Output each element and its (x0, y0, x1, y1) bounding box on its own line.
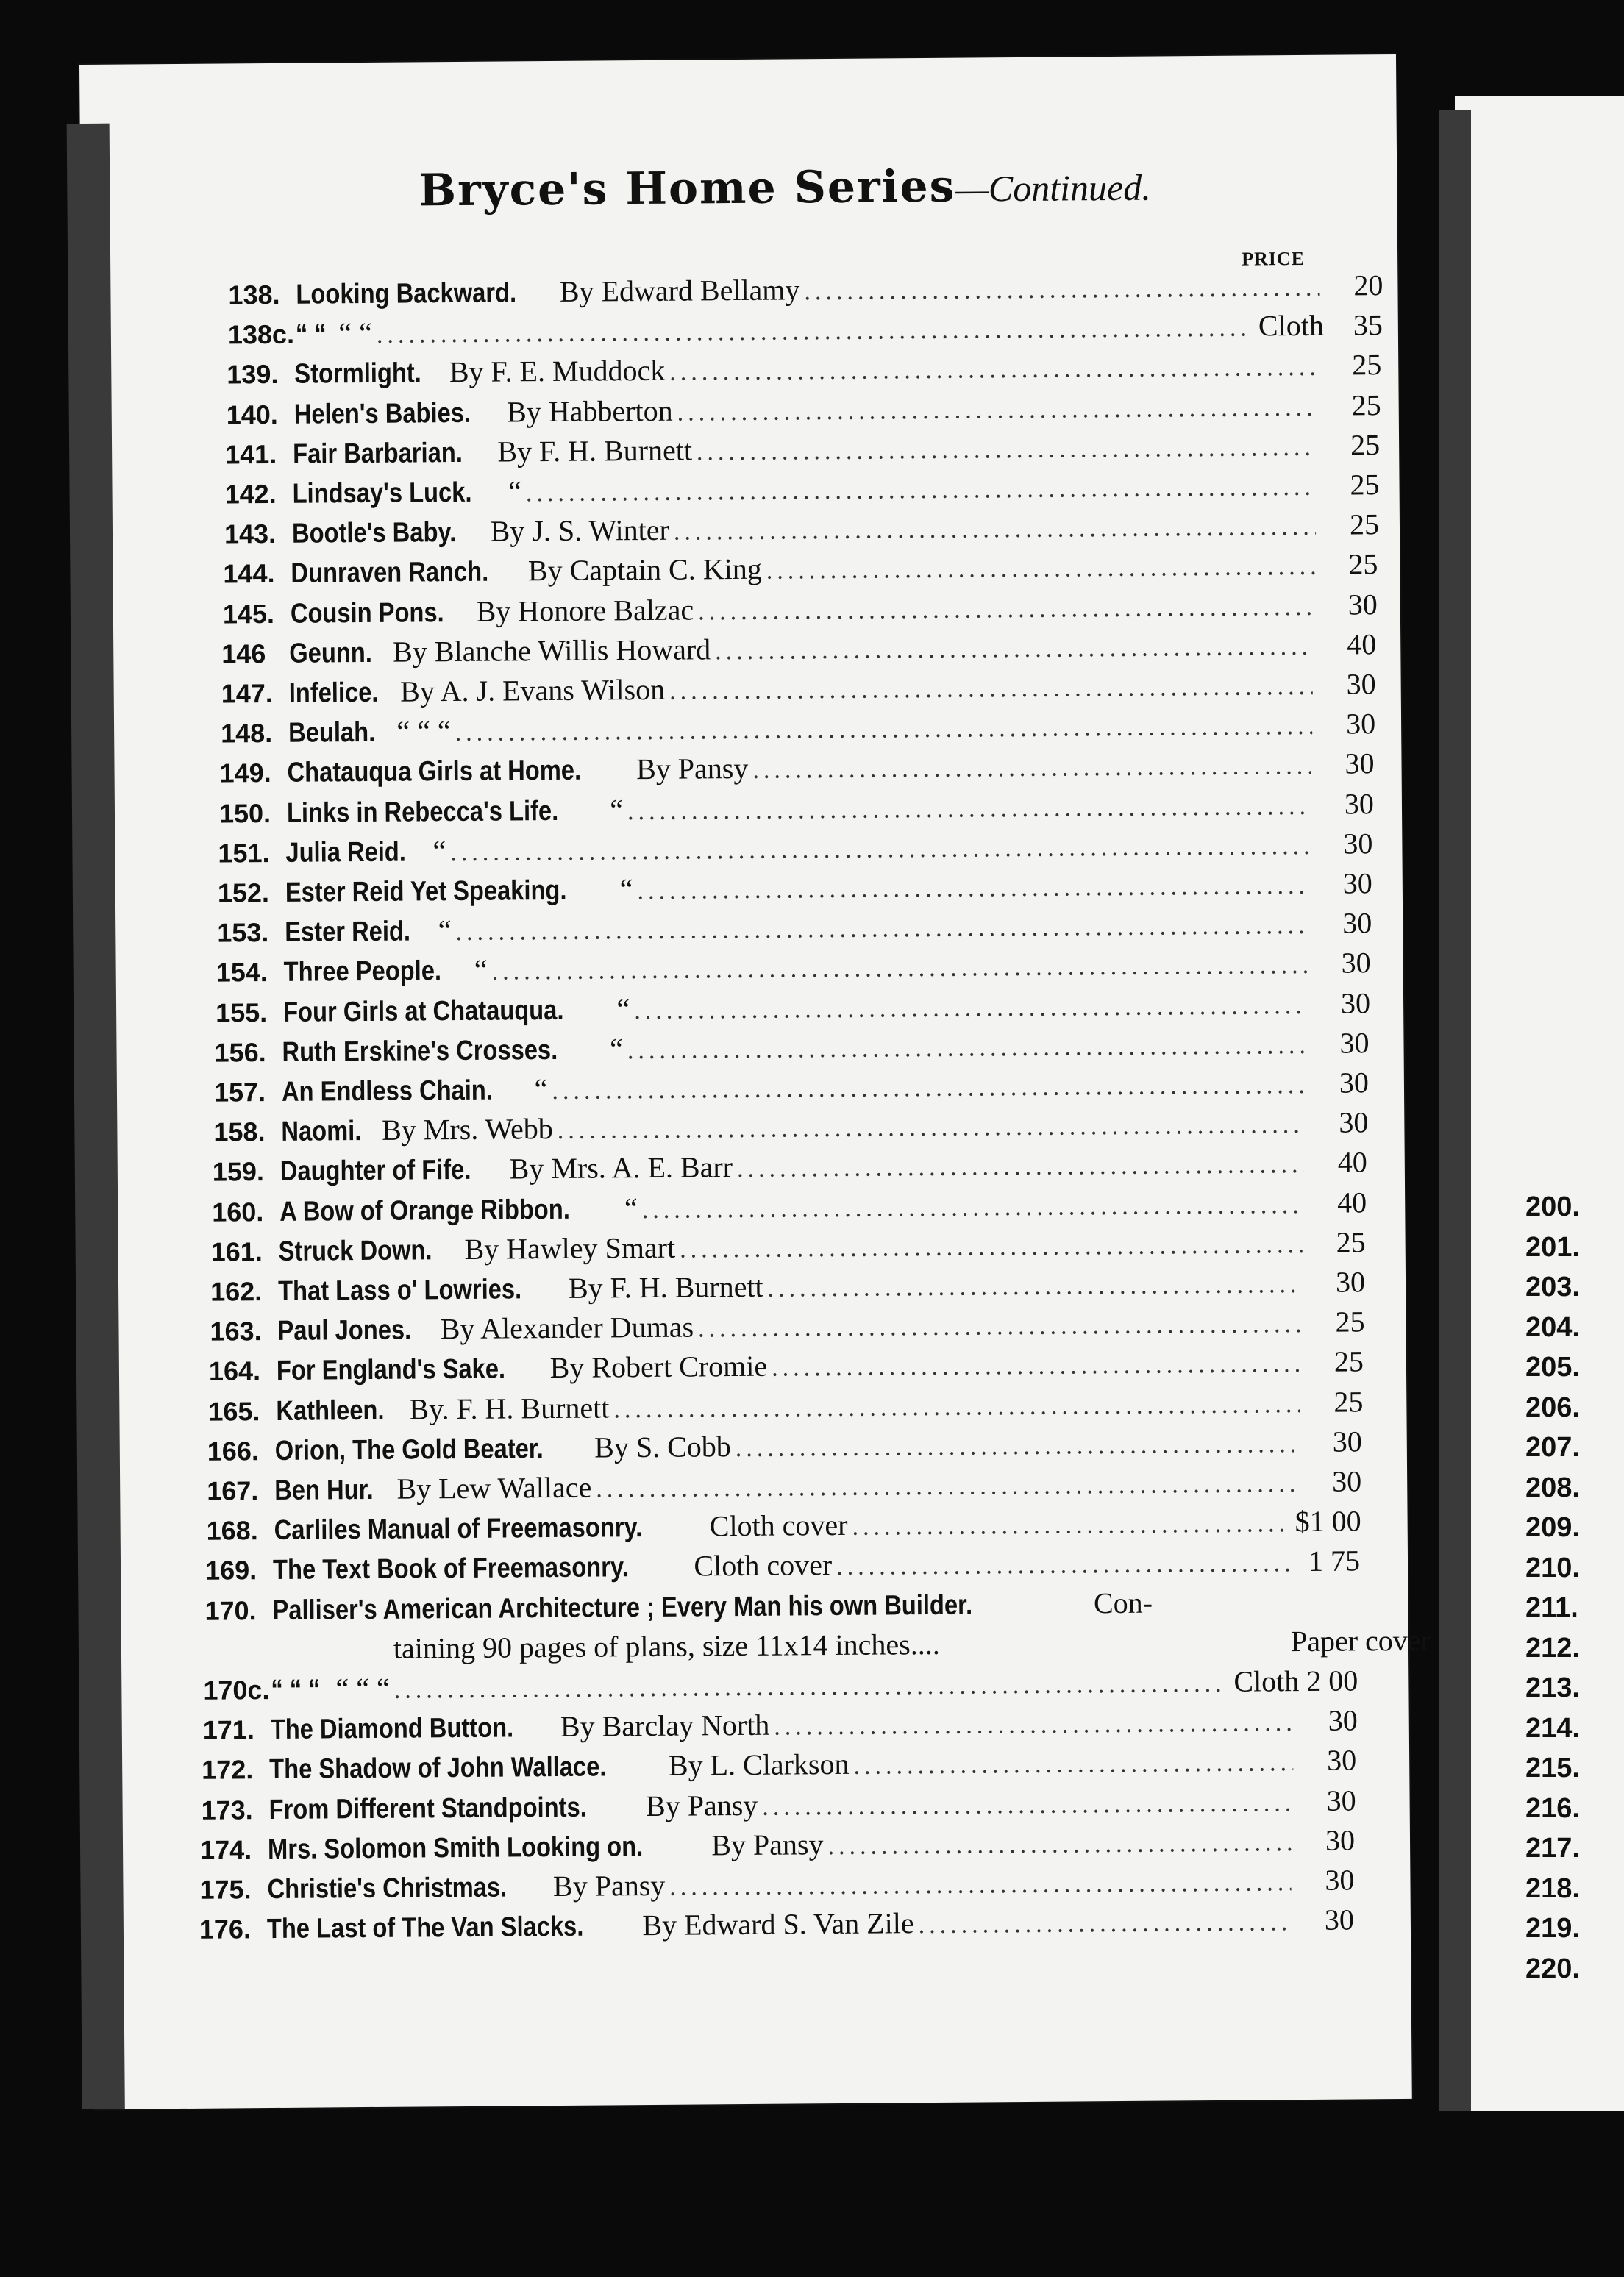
entry-author: By Edward S. Van Zile (642, 1906, 914, 1942)
entry-number: 138. (228, 279, 280, 310)
entry-number: 146 (221, 638, 266, 669)
entry-author: “ (610, 1032, 624, 1066)
dot-leader (627, 1032, 1306, 1065)
dot-leader (766, 553, 1315, 585)
entry-number: 147. (221, 677, 273, 709)
entry-author: By Captain C. King (527, 552, 762, 588)
entry-title: Ruth Erskine's Crosses. (282, 1034, 558, 1068)
entry-title: From Different Standpoints. (268, 1792, 587, 1825)
right-page-number: 213. (1525, 1672, 1580, 1703)
entry-title: Geunn. (289, 637, 373, 669)
entry-title: Carliles Manual of Freemasonry. (274, 1512, 643, 1547)
right-page-number: 214. (1525, 1712, 1580, 1744)
entry-number: 163. (210, 1316, 262, 1347)
dot-leader (596, 1470, 1298, 1503)
entry-price: 30 (1332, 1464, 1362, 1498)
right-page-number: 203. (1525, 1272, 1580, 1303)
entry-number: 170c. (203, 1675, 270, 1706)
entry-title: Struck Down. (278, 1235, 432, 1267)
entry-price: 25 (1349, 507, 1380, 541)
entry-number: 171. (202, 1714, 255, 1745)
dot-leader (450, 833, 1309, 867)
right-page-number: 209. (1525, 1512, 1580, 1543)
entry-number: 150. (218, 797, 271, 829)
entry-number: 166. (207, 1435, 260, 1467)
catalog-entry (199, 1903, 1354, 1951)
dot-leader (698, 593, 1314, 626)
dot-leader (698, 1311, 1302, 1343)
entry-author: “ (508, 474, 522, 508)
right-page-number: 216. (1525, 1792, 1580, 1824)
right-page-number: 217. (1525, 1833, 1580, 1864)
entry-title: Bootle's Baby. (291, 517, 457, 549)
entry-number: 157. (213, 1077, 266, 1108)
price-column-header: PRICE (1242, 247, 1306, 270)
right-page-number: 211. (1525, 1592, 1578, 1623)
dot-leader (736, 1430, 1299, 1463)
entry-price: 30 (1345, 707, 1376, 741)
entry-price: 30 (1339, 1066, 1370, 1100)
entry-title: Fair Barbarian. (293, 437, 463, 470)
entry-author: “ (610, 792, 624, 826)
dot-leader (674, 513, 1316, 546)
entry-author: By Edward Bellamy (559, 273, 800, 308)
entry-price: 40 (1337, 1145, 1367, 1179)
entry-number: 145. (222, 598, 275, 630)
entry-title: “ “ (295, 318, 327, 350)
left-page (79, 54, 1431, 2109)
continued-label: —Continued. (955, 166, 1151, 210)
entry-price: 40 (1337, 1185, 1367, 1219)
entry-title: Orion, The Gold Beater. (274, 1433, 544, 1467)
entry-author: Cloth cover (694, 1548, 833, 1583)
right-page-number: 220. (1525, 1953, 1580, 1984)
entry-number: 151. (218, 837, 270, 869)
entry-author: By Robert Cromie (549, 1350, 768, 1385)
dot-leader (669, 673, 1313, 706)
entry-title: Palliser's American Architecture ; Every Man his own Builder. (272, 1589, 973, 1626)
entry-title: Mrs. Solomon Smith Looking on. (267, 1831, 644, 1865)
entry-title: Naomi. (281, 1116, 362, 1148)
dot-leader (669, 354, 1318, 387)
entry-number: 169. (204, 1555, 257, 1586)
entry-number: 144. (223, 558, 275, 589)
right-page-number: 218. (1525, 1872, 1580, 1904)
entry-author: “ (432, 833, 446, 868)
entry-price: 30 (1345, 746, 1375, 780)
entry-author: “ “ “ (396, 714, 451, 748)
entry-title: Looking Backward. (296, 277, 517, 310)
dot-leader (918, 1909, 1291, 1939)
entry-title: “ “ “ (271, 1674, 321, 1706)
dot-leader (836, 1550, 1297, 1581)
entry-author: By Habberton (506, 393, 673, 429)
entry-price: 30 (1346, 667, 1376, 701)
entry-title: Daughter of Fife. (279, 1155, 471, 1188)
entry-price: 20 (1353, 268, 1383, 302)
right-page-number: 207. (1525, 1432, 1580, 1463)
dot-leader (669, 1869, 1291, 1902)
right-page-number: 205. (1525, 1352, 1580, 1383)
entry-title: An Endless Chain. (281, 1075, 494, 1108)
entry-price: 35 (1353, 308, 1383, 342)
entry-author: “ (619, 872, 633, 906)
entry-format: Cloth (1258, 308, 1325, 343)
right-page-number: 212. (1525, 1632, 1580, 1664)
entry-price: 25 (1336, 1225, 1366, 1259)
entry-format: Paper cover (1290, 1623, 1431, 1658)
entry-author: By F. H. Burnett (568, 1269, 763, 1305)
dot-leader (853, 1750, 1293, 1781)
entry-price: 30 (1339, 1026, 1370, 1060)
entry-price: 30 (1340, 986, 1371, 1020)
entry-price: 30 (1342, 866, 1372, 900)
entry-number: 140. (226, 399, 278, 430)
entry-title: Christie's Christmas. (267, 1872, 508, 1906)
entry-title: Infelice. (288, 677, 379, 709)
entry-price: 25 (1348, 547, 1378, 581)
entry-author: Cloth cover (709, 1508, 848, 1543)
entry-price: 1 75 (1308, 1544, 1361, 1578)
entry-format: Cloth (1233, 1664, 1300, 1698)
dot-leader (637, 872, 1309, 905)
entry-price: 25 (1350, 468, 1380, 502)
entry-title: Beulah. (288, 717, 376, 749)
entry-price: 25 (1350, 427, 1381, 462)
entry-author: “ (624, 1191, 638, 1225)
entry-price: 30 (1328, 1703, 1358, 1737)
entry-author: “ (474, 953, 488, 987)
dot-leader (772, 1350, 1300, 1383)
right-page-number: 200. (1525, 1191, 1580, 1222)
dot-leader (642, 1191, 1304, 1225)
entry-price: 25 (1351, 388, 1381, 422)
entry-price: 30 (1326, 1743, 1357, 1778)
entry-author: By F. H. Burnett (497, 433, 693, 468)
dot-leader (394, 1670, 1222, 1705)
entry-author: By Honore Balzac (476, 593, 694, 628)
entry-title: Lindsay's Luck. (292, 477, 472, 510)
entry-number: 159. (212, 1156, 265, 1188)
entry-title: Three People. (283, 955, 442, 988)
entry-number: 165. (208, 1395, 260, 1427)
entry-price: 2 00 (1306, 1664, 1358, 1697)
dot-leader (715, 633, 1313, 666)
dot-leader (455, 713, 1313, 747)
entry-price: 30 (1324, 1903, 1355, 1936)
entry-number: 174. (199, 1834, 252, 1865)
entry-author: By Mrs. A. E. Barr (509, 1150, 733, 1186)
entry-title: Dunraven Ranch. (291, 557, 489, 590)
entry-author: By A. J. Evans Wilson (400, 672, 666, 708)
entry-author: “ “ (338, 316, 373, 350)
dot-leader (552, 1072, 1306, 1105)
catalog-list (79, 54, 1431, 2109)
entry-price: $1 00 (1294, 1504, 1361, 1539)
entry-number: 167. (207, 1475, 259, 1506)
entry-title: Four Girls at Chatauqua. (282, 994, 564, 1028)
entry-number: 153. (217, 917, 269, 948)
entry-author: “ (534, 1072, 548, 1106)
entry-number: 143. (224, 519, 277, 549)
entry-price: 25 (1352, 348, 1382, 382)
entry-price: 25 (1333, 1384, 1364, 1419)
entry-price: 30 (1325, 1823, 1356, 1857)
entry-number: 141. (225, 438, 277, 470)
entry-number: 154. (216, 957, 268, 988)
entry-number: 138c. (227, 318, 295, 350)
entry-author: By. F. H. Burnett (409, 1390, 610, 1426)
right-page-number: 204. (1525, 1311, 1580, 1343)
entry-price: 25 (1333, 1344, 1364, 1379)
dot-leader (767, 1271, 1302, 1303)
entry-number: 175. (199, 1874, 252, 1905)
dot-leader (377, 315, 1247, 349)
dot-leader (680, 1231, 1303, 1264)
entry-author: By J. S. Winter (490, 513, 670, 548)
entry-price: 30 (1332, 1425, 1362, 1458)
dot-leader (492, 952, 1308, 986)
entry-title: That Lass o' Lowries. (277, 1274, 522, 1307)
entry-number: 149. (219, 758, 271, 788)
entry-author: By Pansy (711, 1827, 824, 1862)
entry-price: 30 (1341, 946, 1371, 980)
dot-leader (852, 1510, 1290, 1542)
entry-author: By Pansy (645, 1788, 758, 1822)
entry-title: Chatauqua Girls at Home. (287, 755, 582, 789)
entry-title: Cousin Pons. (290, 596, 444, 630)
dot-leader (737, 1151, 1304, 1183)
right-page-number: 219. (1525, 1913, 1580, 1944)
entry-title: Ben Hur. (274, 1474, 374, 1506)
entry-title: A Bow of Orange Ribbon. (279, 1194, 570, 1227)
entry-author: By Pansy (552, 1868, 666, 1903)
entry-price: 40 (1347, 627, 1377, 661)
entry-author: By Alexander Dumas (440, 1310, 694, 1346)
entry-number: 161. (210, 1236, 263, 1267)
entry-author: By F. E. Muddock (449, 354, 666, 389)
entry-number: 155. (215, 997, 268, 1028)
dot-leader (627, 792, 1311, 825)
dot-leader (804, 274, 1320, 307)
series-title: Bryce's Home Series (419, 160, 956, 217)
entry-title: The Text Book of Freemasonry. (272, 1552, 629, 1586)
entry-number: 156. (214, 1036, 266, 1068)
dot-leader (827, 1829, 1292, 1861)
entry-title: Stormlight. (294, 357, 421, 391)
dot-leader (697, 434, 1317, 467)
entry-author: “ (616, 991, 630, 1025)
entry-number: 139. (227, 359, 279, 390)
entry-author: By Barclay North (560, 1708, 770, 1744)
entry-number: 158. (213, 1116, 266, 1147)
entry-title: Kathleen. (276, 1394, 385, 1427)
dot-leader (455, 912, 1308, 947)
entry-author: By Lew Wallace (396, 1470, 592, 1505)
entry-price: 30 (1347, 587, 1378, 621)
entry-number: 164. (208, 1355, 261, 1387)
entry-title: The Diamond Button. (270, 1712, 514, 1746)
entry-title: For England's Sake. (276, 1353, 506, 1387)
dot-leader (677, 393, 1317, 427)
entry-number: 162. (210, 1276, 263, 1307)
right-page-number: 208. (1525, 1472, 1580, 1503)
entry-price: 30 (1342, 906, 1372, 940)
entry-title: Julia Reid. (285, 836, 407, 869)
entry-author: By S. Cobb (594, 1429, 731, 1464)
dot-leader (752, 752, 1311, 785)
entry-title: Helen's Babies. (293, 397, 471, 430)
entry-number: 172. (202, 1754, 254, 1786)
entry-title: The Shadow of John Wallace. (269, 1751, 607, 1786)
entry-number: 148. (220, 718, 273, 749)
entry-number: 160. (212, 1196, 264, 1227)
entry-author: Con- (1093, 1586, 1153, 1619)
entry-price: 30 (1339, 1105, 1369, 1139)
entry-number: 142. (224, 478, 277, 510)
entry-title: The Last of The Van Slacks. (266, 1911, 584, 1945)
entry-title: Links in Rebecca's Life. (286, 795, 559, 829)
entry-author: taining 90 pages of plans, size 11x14 inches.... (393, 1627, 940, 1665)
dot-leader (634, 992, 1307, 1025)
entry-price: 30 (1335, 1265, 1366, 1299)
entry-title: Paul Jones. (277, 1314, 412, 1347)
entry-number: 168. (206, 1515, 258, 1546)
entry-price: 30 (1326, 1784, 1356, 1817)
right-page-number: 206. (1525, 1392, 1580, 1423)
entry-number: 176. (199, 1914, 252, 1945)
entry-price: 25 (1335, 1305, 1365, 1339)
entry-title: Ester Reid. (285, 916, 411, 949)
entry-author: By Pansy (635, 752, 749, 786)
dot-leader (526, 474, 1317, 507)
dot-leader (762, 1789, 1293, 1822)
right-page-number: 201. (1525, 1231, 1580, 1263)
dot-leader (558, 1111, 1306, 1145)
entry-price: 30 (1325, 1863, 1355, 1897)
entry-author: “ (438, 913, 452, 947)
right-page-number: 210. (1525, 1552, 1580, 1583)
entry-price: 30 (1344, 786, 1375, 821)
entry-number: 152. (217, 877, 270, 908)
entry-number: 170. (204, 1594, 257, 1626)
entry-author: By L. Clarkson (668, 1747, 850, 1783)
entry-number: 173. (201, 1794, 253, 1825)
entry-author: By Hawley Smart (464, 1230, 676, 1266)
dot-leader (613, 1391, 1300, 1424)
entry-author: By Blanche Willis Howard (392, 632, 711, 669)
dot-leader (774, 1709, 1294, 1742)
entry-title: Ester Reid Yet Speaking. (285, 874, 567, 908)
entry-author: “ “ “ (335, 1671, 390, 1706)
entry-price: 30 (1343, 827, 1373, 860)
right-page (1455, 96, 1624, 2111)
entry-author: By Mrs. Webb (381, 1112, 553, 1147)
right-page-number: 215. (1525, 1753, 1580, 1784)
